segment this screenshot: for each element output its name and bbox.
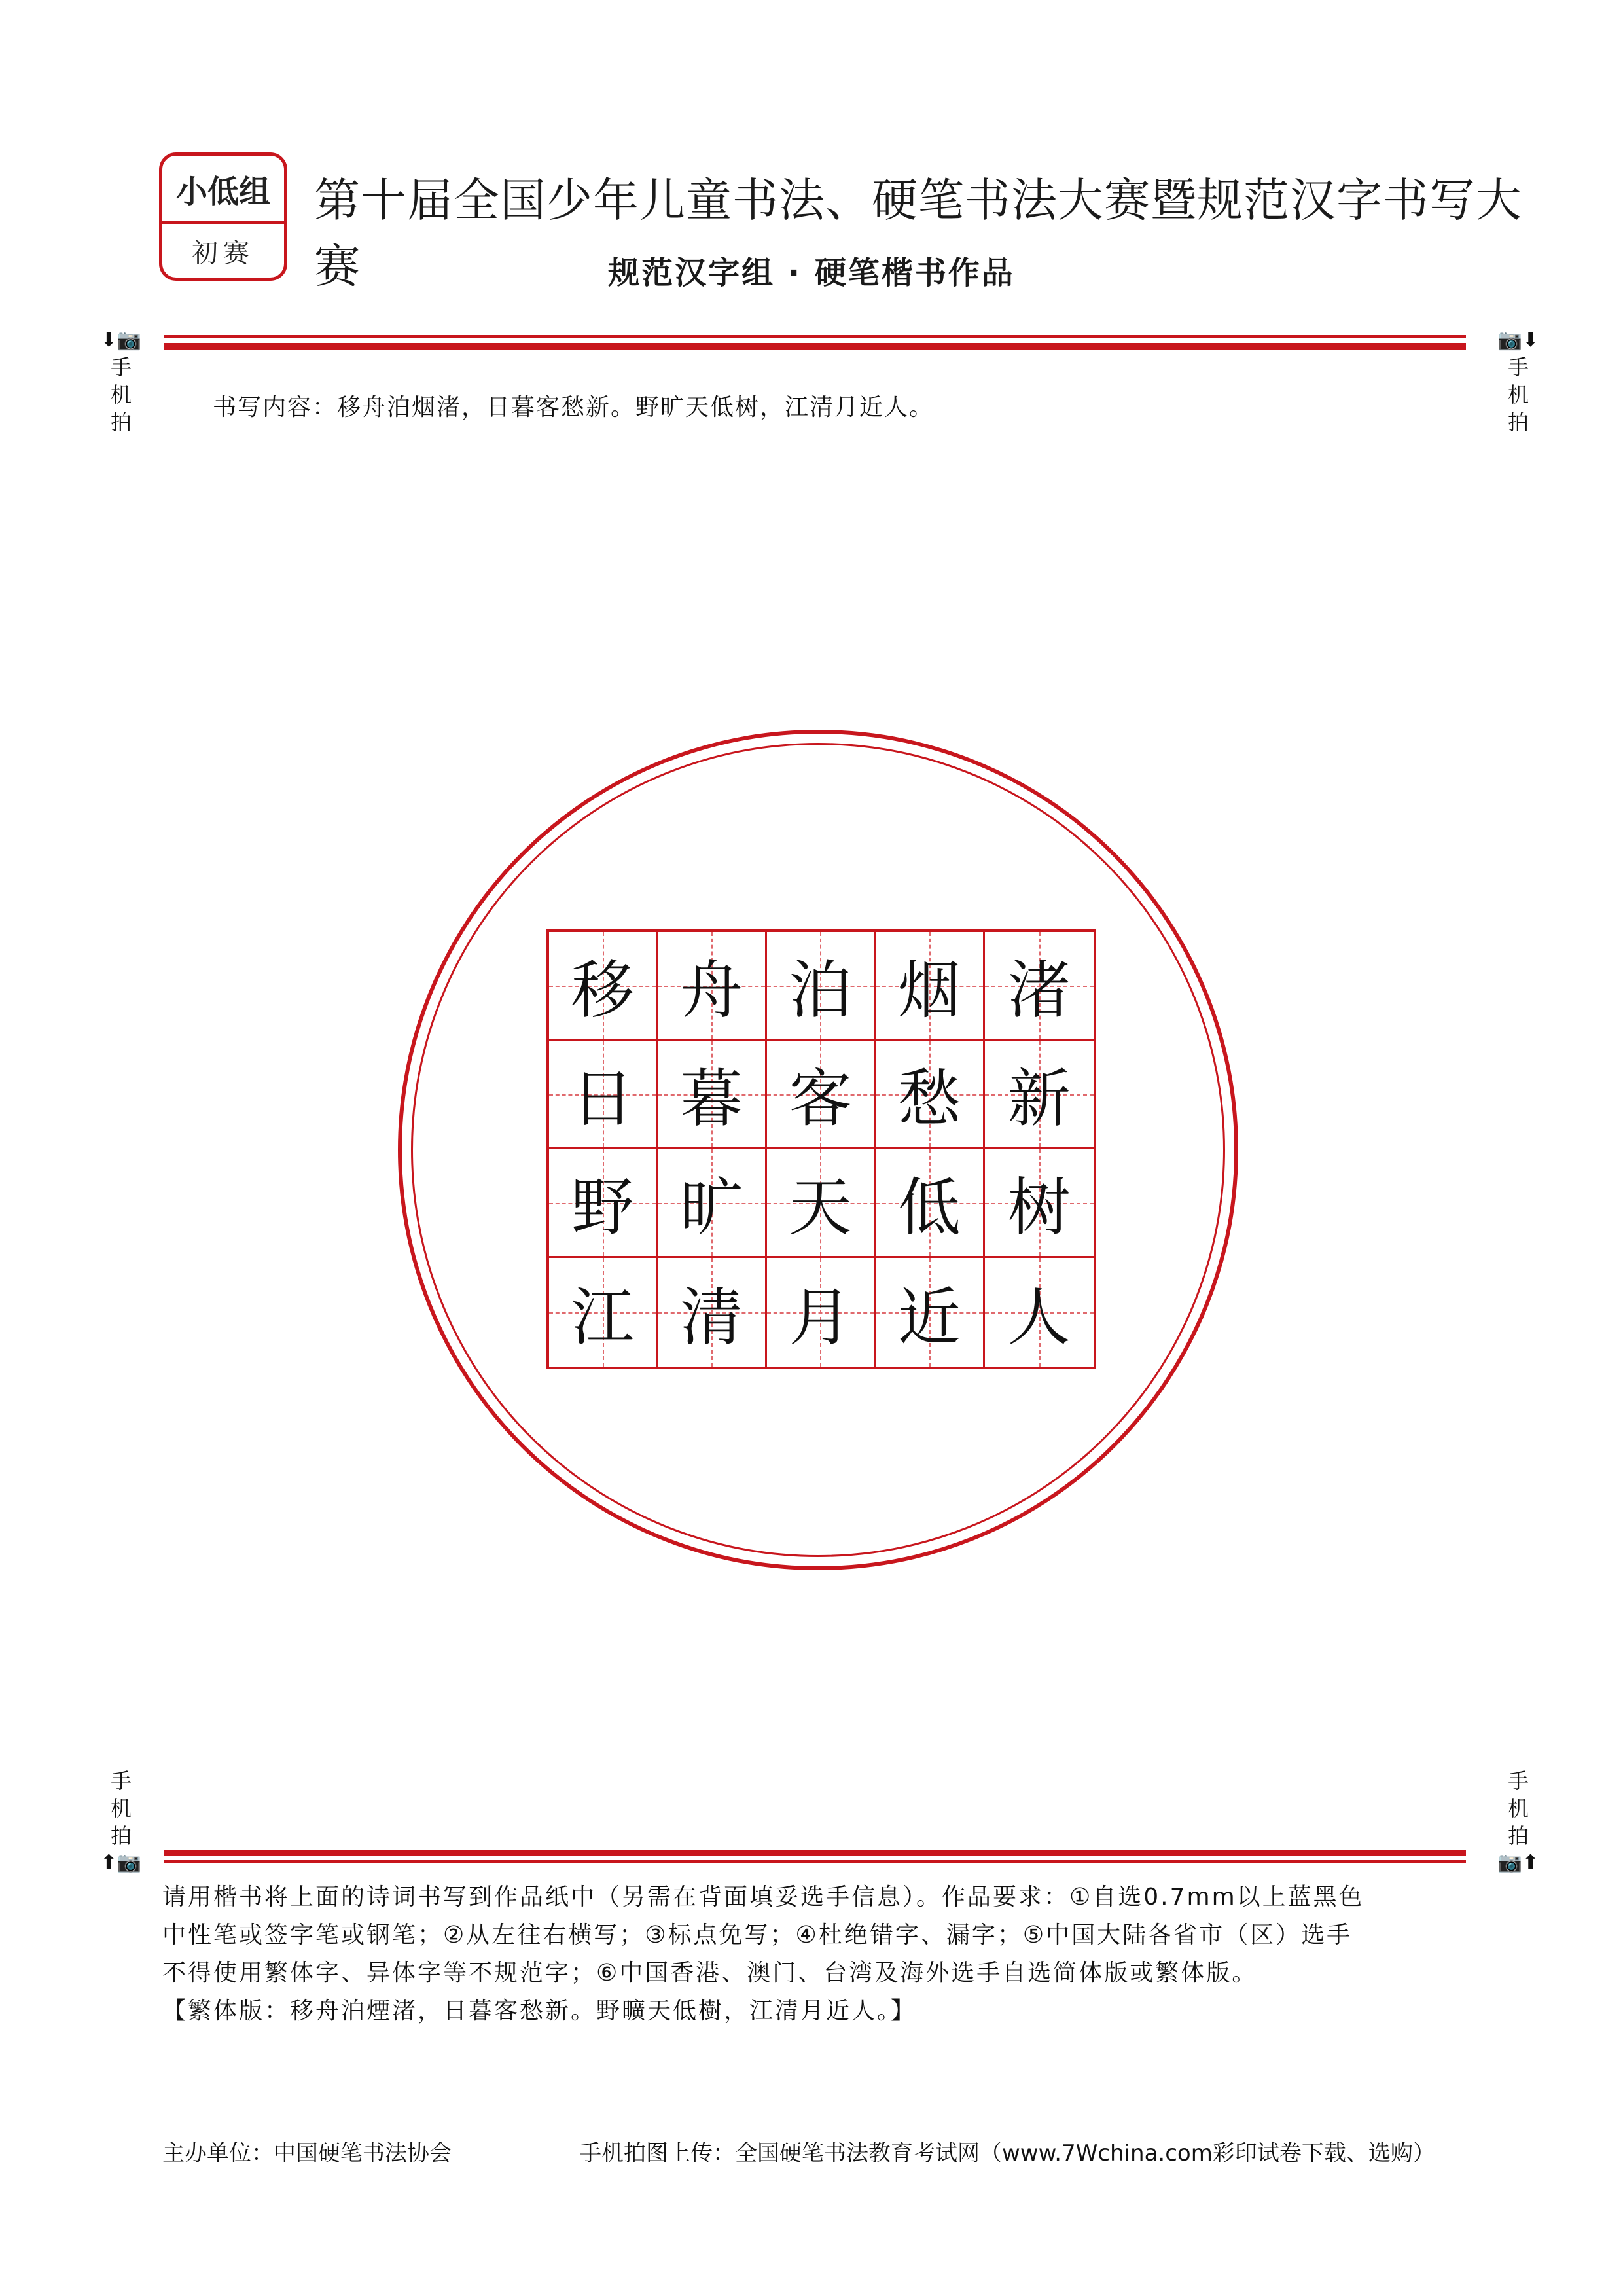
grid-cell: 月 [767, 1258, 876, 1367]
marker-char: 手 [1507, 355, 1529, 380]
stage-label: 初赛 [192, 238, 255, 268]
grid-cell: 暮 [658, 1041, 766, 1149]
instruction-line: 【繁体版：移舟泊煙渚，日暮客愁新。野曠天低樹，江清月近人。】 [162, 1998, 917, 2024]
marker-char: 机 [110, 382, 132, 407]
photo-marker-bottom-right [1495, 1767, 1541, 1876]
marker-char: 拍 [110, 1823, 132, 1848]
writing-content: 书写内容：移舟泊烟渚，日暮客愁新。野旷天低树，江清月近人。 [213, 394, 935, 421]
camera-icon: 📷 [116, 1851, 142, 1874]
organizer: 主办单位：中国硬笔书法协会 [162, 2140, 452, 2166]
arrow-down-icon: ⬇ [1522, 329, 1539, 351]
grid-cell: 舟 [658, 932, 766, 1041]
grid-cell: 树 [985, 1149, 1094, 1258]
instruction-line: 不得使用繁体字、异体字等不规范字；⑥中国香港、澳门、台湾及海外选手自选简体版或繁体版。 [162, 1960, 1258, 1986]
top-border-thick [164, 343, 1466, 350]
writing-grid [546, 929, 1096, 1369]
page-subtitle: 规范汉字组 · 硬笔楷书作品 [608, 255, 1015, 291]
top-border-thin [164, 335, 1466, 338]
grid-cell: 江 [549, 1258, 658, 1367]
grid-cell: 野 [549, 1149, 658, 1258]
marker-char: 拍 [1507, 1823, 1529, 1848]
group-label: 小低组 [162, 156, 284, 224]
camera-icon: 📷 [1497, 329, 1523, 351]
marker-char: 拍 [1507, 410, 1529, 435]
grid-cell: 旷 [658, 1149, 766, 1258]
photo-marker-bottom-left [98, 1767, 144, 1876]
grid-cell: 人 [985, 1258, 1094, 1367]
instruction-line: 请用楷书将上面的诗词书写到作品纸中（另需在背面填妥选手信息）。作品要求：①自选0.7mm以上蓝黑色 [162, 1884, 1364, 1910]
marker-char: 手 [110, 1768, 132, 1793]
instructions [162, 1878, 1478, 2030]
marker-char: 手 [110, 355, 132, 380]
grid-cell: 泊 [767, 932, 876, 1041]
grid-cell: 新 [985, 1041, 1094, 1149]
arrow-down-icon: ⬇ [100, 329, 117, 351]
grid-cell: 日 [549, 1041, 658, 1149]
marker-char: 拍 [110, 410, 132, 435]
grid-cell: 烟 [876, 932, 984, 1041]
grid-cell: 天 [767, 1149, 876, 1258]
grid-cell: 近 [876, 1258, 984, 1367]
grid-cell: 移 [549, 932, 658, 1041]
bottom-border-thin [164, 1860, 1466, 1863]
grid-cell: 愁 [876, 1041, 984, 1149]
photo-marker-top-left [98, 327, 144, 436]
grid-cell: 低 [876, 1149, 984, 1258]
upload-info: 手机拍图上传：全国硬笔书法教育考试网（www.7Wchina.com彩印试卷下载、选购） [579, 2140, 1435, 2166]
grid-cell: 清 [658, 1258, 766, 1367]
grid-cell: 客 [767, 1041, 876, 1149]
photo-marker-top-right [1495, 327, 1541, 436]
instruction-line: 中性笔或签字笔或钢笔；②从左往右横写；③标点免写；④杜绝错字、漏字；⑤中国大陆各省市（区）选手 [162, 1922, 1353, 1948]
camera-icon: 📷 [1497, 1851, 1523, 1874]
marker-char: 手 [1507, 1768, 1529, 1793]
marker-char: 机 [110, 1796, 132, 1821]
bottom-border-thick [164, 1850, 1466, 1856]
marker-char: 机 [1507, 1796, 1529, 1821]
page-title: 第十届全国少年儿童书法、硬笔书法大赛暨规范汉字书写大赛 [314, 173, 1522, 293]
marker-char: 机 [1507, 382, 1529, 407]
camera-icon: 📷 [116, 329, 142, 351]
arrow-up-icon: ⬆ [100, 1851, 117, 1874]
grid-cell: 渚 [985, 932, 1094, 1041]
arrow-up-icon: ⬆ [1522, 1851, 1539, 1874]
